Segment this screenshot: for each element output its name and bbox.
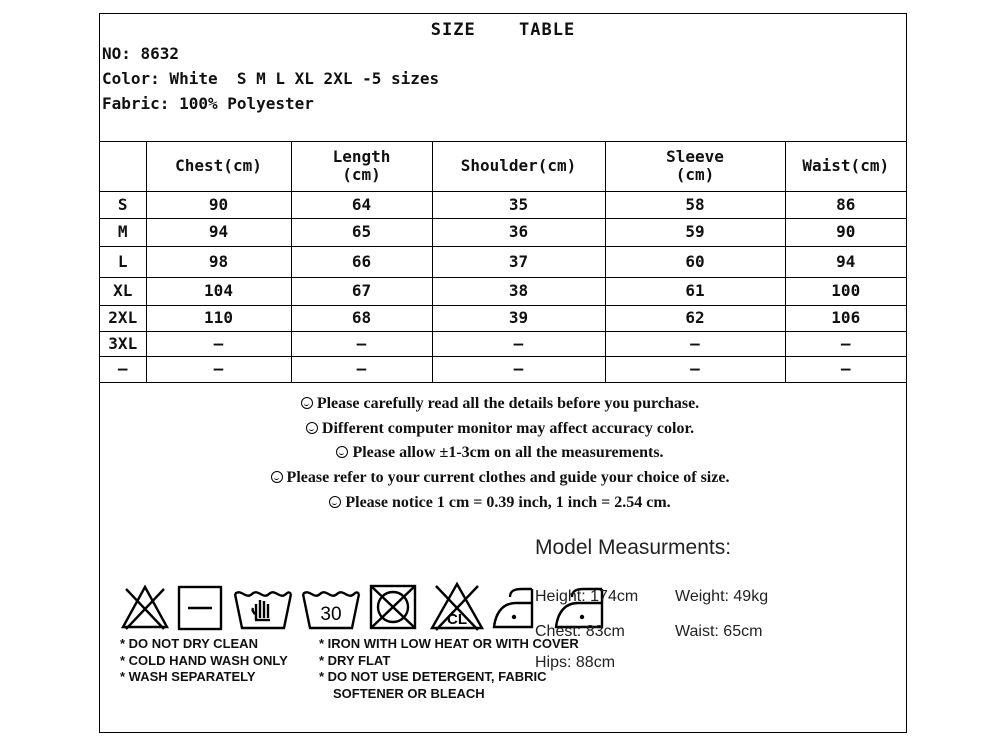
table-cell: – bbox=[146, 331, 291, 356]
do-not-dry-clean-icon bbox=[428, 580, 486, 632]
table-cell: 100 bbox=[785, 277, 906, 305]
hand-wash-icon bbox=[232, 584, 294, 636]
care-note: * IRON WITH LOW HEAT OR WITH COVER bbox=[319, 636, 579, 651]
smiley-icon bbox=[301, 397, 313, 409]
table-cell: 90 bbox=[146, 191, 291, 218]
item-number: NO: 8632 bbox=[102, 44, 180, 63]
size-label: 3XL bbox=[100, 331, 146, 356]
col-header-length: Length (cm) bbox=[291, 141, 432, 191]
table-cell: 106 bbox=[785, 305, 906, 331]
note-line: Different computer monitor may affect accuracy color. bbox=[0, 417, 1000, 442]
table-cell: 39 bbox=[432, 305, 605, 331]
table-cell: 66 bbox=[291, 246, 432, 277]
care-note: * DRY FLAT bbox=[319, 652, 391, 668]
table-cell: 61 bbox=[605, 277, 785, 305]
table-cell: – bbox=[291, 356, 432, 382]
table-cell: 94 bbox=[785, 246, 906, 277]
smiley-icon bbox=[336, 446, 348, 458]
table-cell: 59 bbox=[605, 218, 785, 246]
no-bleach-icon bbox=[120, 583, 170, 635]
corner-cell bbox=[100, 141, 146, 191]
size-label: L bbox=[100, 246, 146, 277]
care-note: * DO NOT DRY CLEAN bbox=[120, 636, 258, 651]
col-header-sleeve: Sleeve (cm) bbox=[605, 141, 785, 191]
purchase-notes bbox=[0, 392, 1000, 515]
wash-30-icon bbox=[300, 584, 362, 636]
table-cell: 98 bbox=[146, 246, 291, 277]
table-cell: – bbox=[605, 331, 785, 356]
sheet-title bbox=[100, 20, 906, 40]
note-line: Please notice 1 cm = 0.39 inch, 1 inch = 2.54 cm. bbox=[0, 491, 1000, 516]
table-cell: 38 bbox=[432, 277, 605, 305]
size-label: S bbox=[100, 191, 146, 218]
table-cell: 64 bbox=[291, 191, 432, 218]
model-hips: Hips: 88cm bbox=[535, 654, 616, 671]
color-sizes-line: Color: White S M L XL 2XL -5 sizes bbox=[102, 69, 440, 88]
table-cell: 104 bbox=[146, 277, 291, 305]
table-cell: 67 bbox=[291, 277, 432, 305]
care-note: * DO NOT USE DETERGENT, FABRIC bbox=[319, 669, 547, 684]
table-row bbox=[100, 331, 906, 356]
model-waist: Waist: 65cm bbox=[675, 623, 763, 640]
col-header-shoulder: Shoulder(cm) bbox=[432, 141, 605, 191]
table-cell: 68 bbox=[291, 305, 432, 331]
table-row bbox=[100, 305, 906, 331]
table-row bbox=[100, 277, 906, 305]
table-cell: 90 bbox=[785, 218, 906, 246]
care-note: * COLD HAND WASH ONLY bbox=[120, 652, 288, 668]
model-title: Model Measurments: bbox=[535, 536, 732, 559]
do-not-tumble-dry-icon bbox=[367, 583, 419, 635]
care-notes-left bbox=[120, 636, 288, 686]
note-line: Please carefully read all the details before you purchase. bbox=[0, 392, 1000, 417]
table-cell: 62 bbox=[605, 305, 785, 331]
table-cell: – bbox=[146, 356, 291, 382]
model-chest: Chest: 83cm bbox=[535, 623, 625, 640]
table-cell: – bbox=[291, 331, 432, 356]
table-cell: 36 bbox=[432, 218, 605, 246]
note-line: Please refer to your current clothes and guide your choice of size. bbox=[0, 466, 1000, 491]
fabric-line: Fabric: 100% Polyester bbox=[102, 94, 314, 113]
table-row bbox=[100, 218, 906, 246]
table-cell: 35 bbox=[432, 191, 605, 218]
size-label: XL bbox=[100, 277, 146, 305]
table-cell: 60 bbox=[605, 246, 785, 277]
sheet-header bbox=[100, 14, 906, 142]
col-header-chest: Chest(cm) bbox=[146, 141, 291, 191]
table-cell: 110 bbox=[146, 305, 291, 331]
table-cell: – bbox=[605, 356, 785, 382]
title-word-table: TABLE bbox=[519, 20, 576, 40]
table-cell: 37 bbox=[432, 246, 605, 277]
dry-clean-letters: CL bbox=[447, 611, 467, 628]
table-header-row bbox=[100, 141, 906, 191]
wash-temp-label: 30 bbox=[320, 604, 342, 625]
note-line: Please allow ±1-3cm on all the measurements. bbox=[0, 441, 1000, 466]
table-cell: 94 bbox=[146, 218, 291, 246]
size-label: M bbox=[100, 218, 146, 246]
dry-flat-icon bbox=[177, 585, 223, 637]
model-weight: Weight: 49kg bbox=[675, 588, 769, 605]
table-row bbox=[100, 191, 906, 218]
model-height: Height: 174cm bbox=[535, 588, 639, 605]
table-row bbox=[100, 246, 906, 277]
table-cell: – bbox=[432, 331, 605, 356]
size-table bbox=[100, 141, 906, 383]
table-cell: 58 bbox=[605, 191, 785, 218]
table-cell: – bbox=[785, 356, 906, 382]
table-cell: – bbox=[785, 331, 906, 356]
table-cell: 65 bbox=[291, 218, 432, 246]
size-label: 2XL bbox=[100, 305, 146, 331]
table-row bbox=[100, 356, 906, 382]
table-cell: 86 bbox=[785, 191, 906, 218]
size-label: – bbox=[100, 356, 146, 382]
table-cell: – bbox=[432, 356, 605, 382]
col-header-waist: Waist(cm) bbox=[785, 141, 906, 191]
smiley-icon bbox=[306, 422, 318, 434]
title-word-size: SIZE bbox=[430, 20, 476, 40]
smiley-icon bbox=[329, 496, 341, 508]
care-note: * WASH SEPARATELY bbox=[120, 669, 256, 684]
smiley-icon bbox=[271, 471, 283, 483]
care-note: SOFTENER OR BLEACH bbox=[333, 685, 485, 701]
